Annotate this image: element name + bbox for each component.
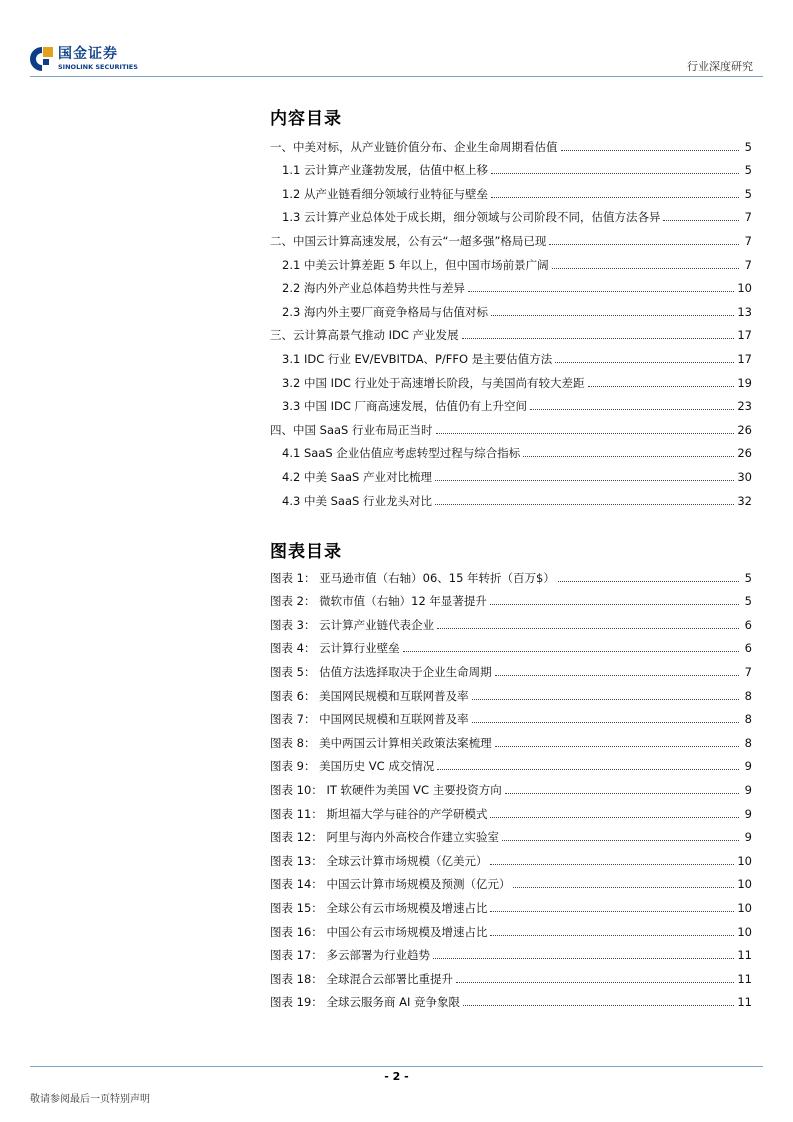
figures-title: 图表目录 <box>270 542 342 562</box>
figure-entry-text[interactable]: 图表 5： 估值方法选择取决于企业生命周期 <box>270 665 492 682</box>
figure-entry[interactable] <box>270 706 752 730</box>
dot-leader <box>530 408 734 410</box>
contents-entry-page[interactable]: 19 <box>737 375 752 390</box>
contents-entry-text[interactable]: 一、中美对标，从产业链价值分布、企业生命周期看估值 <box>270 140 558 157</box>
dot-leader <box>490 816 739 818</box>
figure-entry-text[interactable]: 图表 15： 全球公有云市场规模及增速占比 <box>270 901 487 918</box>
figure-entry-page[interactable]: 9 <box>744 806 752 821</box>
figure-entry-text[interactable]: 图表 13： 全球云计算市场规模（亿美元） <box>270 854 487 871</box>
figure-entry[interactable] <box>270 989 752 1013</box>
contents-entry-text[interactable]: 4.1 SaaS 企业估值应考虑转型过程与综合指标 <box>282 446 520 463</box>
contents-entry-text[interactable]: 1.1 云计算产业蓬勃发展，估值中枢上移 <box>282 163 488 180</box>
figure-entry-text[interactable]: 图表 11： 斯坦福大学与硅谷的产学研模式 <box>270 807 487 824</box>
contents-entry-page[interactable]: 30 <box>737 469 752 484</box>
contents-entry-text[interactable]: 2.2 海内外产业总体趋势共性与差异 <box>282 281 465 298</box>
figure-entry[interactable] <box>270 729 752 753</box>
figure-entry-text[interactable]: 图表 8： 美中两国云计算相关政策法案梳理 <box>270 736 492 753</box>
report-type: 行业深度研究 <box>687 60 753 73</box>
contents-entry-text[interactable]: 三、云计算高景气推动 IDC 产业发展 <box>270 328 459 345</box>
figure-entry-page[interactable]: 9 <box>744 759 752 774</box>
dot-leader <box>490 934 734 936</box>
contents-entry-page[interactable]: 26 <box>737 422 752 437</box>
dot-leader <box>491 314 734 316</box>
contents-entry[interactable] <box>270 227 752 251</box>
figure-entry-text[interactable]: 图表 3： 云计算产业链代表企业 <box>270 618 434 635</box>
figure-entry-page[interactable]: 6 <box>744 617 752 632</box>
logo-chinese-name: 国金证券 <box>58 46 118 62</box>
contents-entry[interactable] <box>270 416 752 440</box>
figures-list <box>270 564 752 1012</box>
dot-leader <box>495 674 739 676</box>
disclaimer-note: 敬请参阅最后一页特别声明 <box>30 1094 150 1105</box>
figure-entry-text[interactable]: 图表 12： 阿里与海内外高校合作建立实验室 <box>270 830 499 847</box>
figure-entry-page[interactable]: 8 <box>744 688 752 703</box>
figure-entry[interactable] <box>270 658 752 682</box>
logo-mark-icon <box>30 46 54 72</box>
figure-entry-page[interactable]: 7 <box>744 664 752 679</box>
contents-entry-page[interactable]: 32 <box>737 493 752 508</box>
figure-entry[interactable] <box>270 965 752 989</box>
figure-entry-page[interactable]: 5 <box>744 570 752 585</box>
figure-entry-page[interactable]: 8 <box>744 712 752 727</box>
contents-entry[interactable] <box>270 463 752 487</box>
logo-english-name: SINOLINK SECURITIES <box>58 63 138 71</box>
dot-leader <box>462 337 735 339</box>
contents-entry[interactable] <box>270 345 752 369</box>
dot-leader <box>555 361 734 363</box>
contents-entry[interactable] <box>270 180 752 204</box>
figure-entry-text[interactable]: 图表 16： 中国公有云市场规模及增速占比 <box>270 925 487 942</box>
contents-entry-text[interactable]: 2.3 海内外主要厂商竞争格局与估值对标 <box>282 305 488 322</box>
contents-entry-text[interactable]: 1.3 云计算产业总体处于成长期，细分领域与公司阶段不同，估值方法各异 <box>282 210 660 227</box>
dot-leader <box>433 957 734 959</box>
dot-leader <box>505 792 739 794</box>
figure-entry[interactable] <box>270 847 752 871</box>
figure-entry-page[interactable]: 10 <box>737 900 752 915</box>
dot-leader <box>437 627 739 629</box>
contents-entry[interactable] <box>270 440 752 464</box>
contents-entry[interactable] <box>270 487 752 511</box>
contents-entry-page[interactable]: 5 <box>744 139 752 154</box>
figure-entry-page[interactable]: 5 <box>744 594 752 609</box>
contents-entry-page[interactable]: 23 <box>737 399 752 414</box>
figure-entry-page[interactable]: 9 <box>744 782 752 797</box>
figure-entry-page[interactable]: 6 <box>744 641 752 656</box>
figure-entry[interactable] <box>270 588 752 612</box>
dot-leader <box>456 981 734 983</box>
dot-leader <box>495 745 739 747</box>
figure-entry-text[interactable]: 图表 14： 中国云计算市场规模及预测（亿元） <box>270 877 510 894</box>
dot-leader <box>403 650 739 652</box>
page-header <box>0 0 793 78</box>
contents-entry-page[interactable]: 17 <box>737 351 752 366</box>
company-logo <box>30 46 190 74</box>
dot-leader <box>588 385 735 387</box>
contents-entry-text[interactable]: 4.2 中美 SaaS 产业对比梳理 <box>282 470 432 487</box>
figure-entry-text[interactable]: 图表 2： 微软市值（右轴）12 年显著提升 <box>270 594 487 611</box>
contents-entry-page[interactable]: 5 <box>744 163 752 178</box>
figure-entry[interactable] <box>270 918 752 942</box>
figure-entry-page[interactable]: 10 <box>737 877 752 892</box>
dot-leader <box>513 886 734 888</box>
contents-entry-text[interactable]: 3.1 IDC 行业 EV/EVBITDA、P/FFO 是主要估值方法 <box>282 352 552 369</box>
contents-entry[interactable] <box>270 322 752 346</box>
figure-entry-text[interactable]: 图表 1： 亚马逊市值（右轴）06、15 年转折（百万$） <box>270 571 555 588</box>
dot-leader <box>435 503 734 505</box>
dot-leader <box>463 1004 734 1006</box>
contents-entry-page[interactable]: 13 <box>737 304 752 319</box>
figure-entry[interactable] <box>270 894 752 918</box>
dot-leader <box>523 455 734 457</box>
contents-entry-page[interactable]: 7 <box>744 210 752 225</box>
dot-leader <box>437 768 739 770</box>
contents-list <box>270 133 752 511</box>
figure-entry-page[interactable]: 10 <box>737 853 752 868</box>
dot-leader <box>491 172 739 174</box>
contents-entry-page[interactable]: 5 <box>744 186 752 201</box>
contents-entry[interactable] <box>270 275 752 299</box>
contents-entry[interactable] <box>270 157 752 181</box>
header-divider <box>30 76 763 77</box>
dot-leader <box>472 721 739 723</box>
figure-entry[interactable] <box>270 753 752 777</box>
figure-entry-text[interactable]: 图表 19： 全球云服务商 AI 竞争象限 <box>270 995 460 1012</box>
figure-entry-page[interactable]: 8 <box>744 735 752 750</box>
contents-entry-page[interactable]: 10 <box>737 281 752 296</box>
figure-entry[interactable] <box>270 871 752 895</box>
figure-entry-page[interactable]: 10 <box>737 924 752 939</box>
dot-leader <box>502 839 739 841</box>
figure-entry-text[interactable]: 图表 17： 多云部署为行业趋势 <box>270 948 430 965</box>
dot-leader <box>490 910 734 912</box>
footer-divider <box>30 1066 763 1067</box>
figure-entry-text[interactable]: 图表 18： 全球混合云部署比重提升 <box>270 972 453 989</box>
figure-entry[interactable] <box>270 682 752 706</box>
contents-entry-text[interactable]: 3.3 中国 IDC 厂商高速发展，估值仍有上升空间 <box>282 399 527 416</box>
contents-entry-text[interactable]: 4.3 中美 SaaS 行业龙头对比 <box>282 494 432 511</box>
figure-entry-text[interactable]: 图表 10： IT 软硬件为美国 VC 主要投资方向 <box>270 783 502 800</box>
contents-entry[interactable] <box>270 393 752 417</box>
figure-entry[interactable] <box>270 564 752 588</box>
dot-leader <box>490 863 734 865</box>
dot-leader <box>490 603 739 605</box>
figure-entry-text[interactable]: 图表 4： 云计算行业壁垒 <box>270 641 400 658</box>
figure-entry-page[interactable]: 11 <box>737 948 752 963</box>
figure-entry[interactable] <box>270 800 752 824</box>
figure-entry-page[interactable]: 11 <box>737 971 752 986</box>
dot-leader <box>561 149 740 151</box>
contents-entry[interactable] <box>270 133 752 157</box>
figure-entry[interactable] <box>270 635 752 659</box>
contents-entry[interactable] <box>270 204 752 228</box>
figure-entry-page[interactable]: 11 <box>737 995 752 1010</box>
contents-entry-page[interactable]: 17 <box>737 328 752 343</box>
figure-entry[interactable] <box>270 776 752 800</box>
contents-entry-page[interactable]: 26 <box>737 446 752 461</box>
contents-entry-text[interactable]: 3.2 中国 IDC 行业处于高速增长阶段，与美国尚有较大差距 <box>282 376 585 393</box>
figure-entry-page[interactable]: 9 <box>744 830 752 845</box>
contents-entry-text[interactable]: 二、中国云计算高速发展，公有云“一超多强”格局已现 <box>270 234 546 251</box>
dot-leader <box>436 432 735 434</box>
dot-leader <box>435 479 734 481</box>
contents-entry[interactable] <box>270 369 752 393</box>
contents-entry[interactable] <box>270 251 752 275</box>
contents-entry-text[interactable]: 1.2 从产业链看细分领域行业特征与壁垒 <box>282 187 488 204</box>
figure-entry[interactable] <box>270 824 752 848</box>
dot-leader <box>552 267 739 269</box>
dot-leader <box>663 219 739 221</box>
dot-leader <box>549 243 739 245</box>
page-number: - 2 - <box>384 1070 409 1083</box>
figure-entry-text[interactable]: 图表 9： 美国历史 VC 成交情况 <box>270 759 434 776</box>
contents-entry-page[interactable]: 7 <box>744 233 752 248</box>
contents-entry-text[interactable]: 四、中国 SaaS 行业布局正当时 <box>270 423 433 440</box>
contents-entry-text[interactable]: 2.1 中美云计算差距 5 年以上，但中国市场前景广阔 <box>282 258 549 275</box>
figure-entry[interactable] <box>270 611 752 635</box>
contents-title: 内容目录 <box>270 109 342 129</box>
contents-entry[interactable] <box>270 298 752 322</box>
dot-leader <box>472 698 739 700</box>
figure-entry-text[interactable]: 图表 7： 中国网民规模和互联网普及率 <box>270 712 469 729</box>
dot-leader <box>558 580 739 582</box>
figure-entry-text[interactable]: 图表 6： 美国网民规模和互联网普及率 <box>270 689 469 706</box>
dot-leader <box>468 290 734 292</box>
figure-entry[interactable] <box>270 942 752 966</box>
contents-entry-page[interactable]: 7 <box>744 257 752 272</box>
dot-leader <box>491 196 739 198</box>
